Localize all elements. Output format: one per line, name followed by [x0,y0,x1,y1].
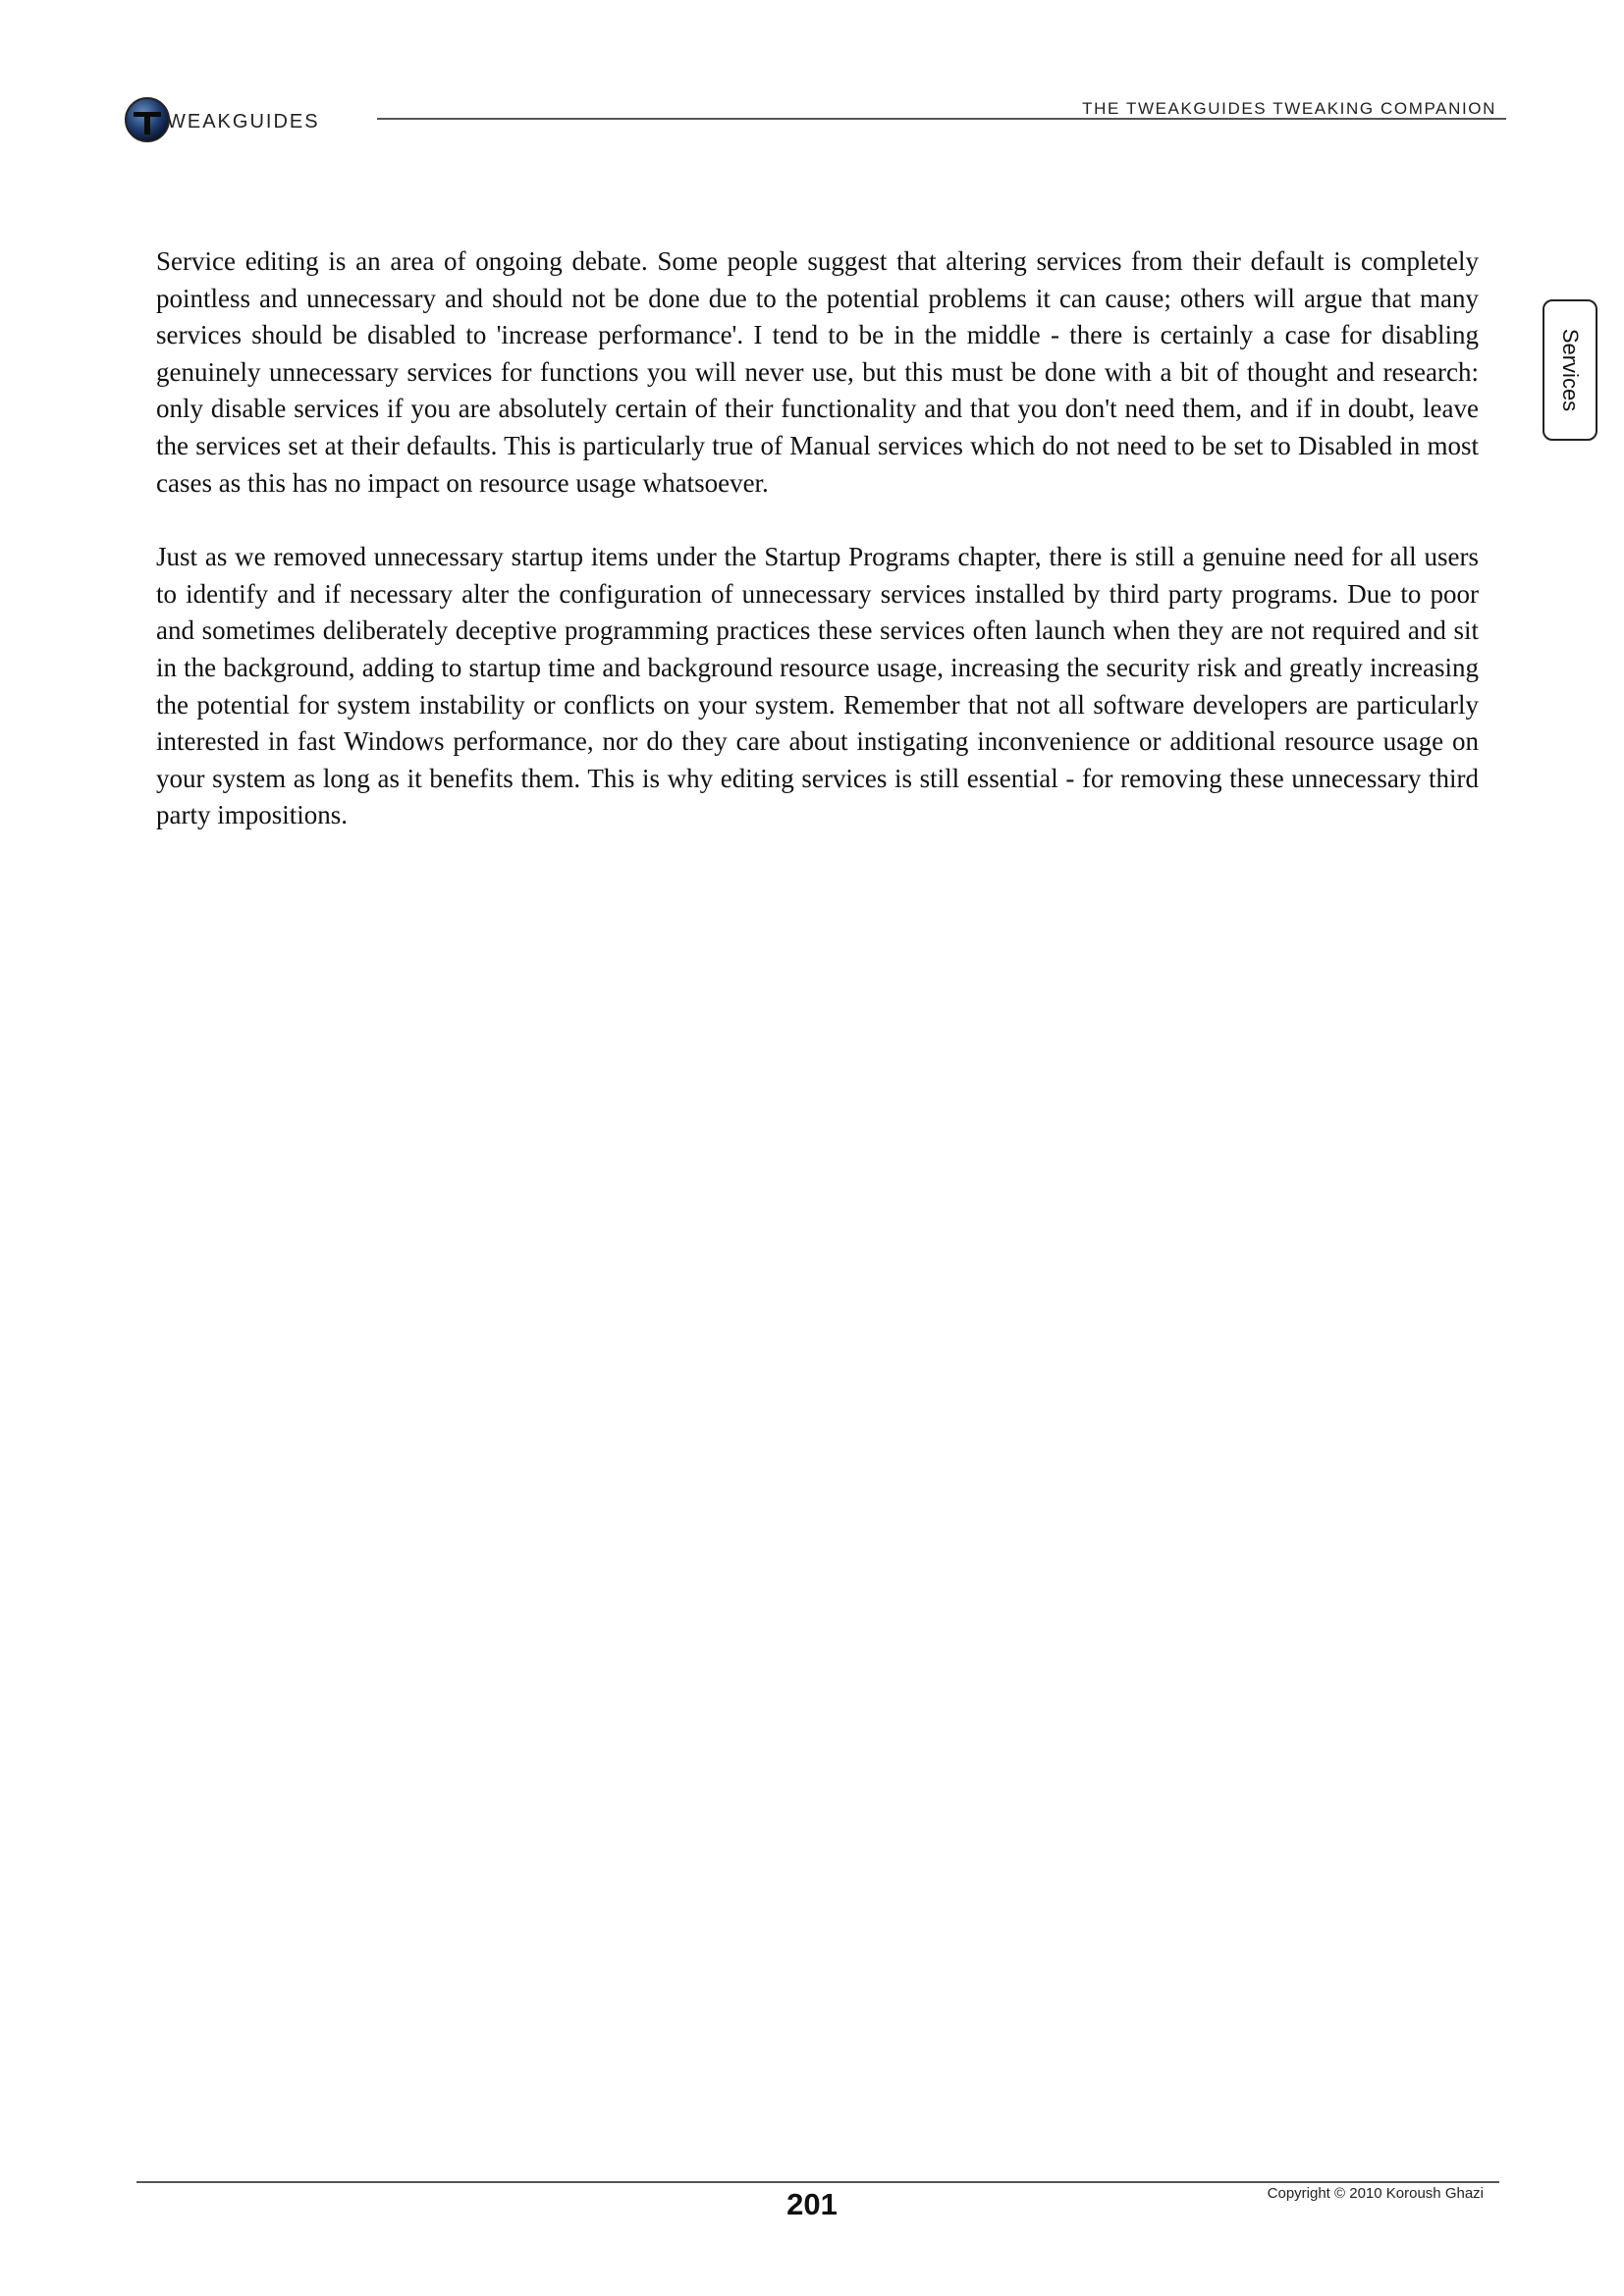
paragraph: Service editing is an area of ongoing debate. Some people suggest that altering services from their default is completely pointless and unnecessary and should not be done due to the potential problems it can cause; others will argue that many services should be disabled to 'increase performance'. I tend to be in the middle - there is certainly a case for disabling genuinely unnecessary services for functions you will never use, but this must be done with a bit of thought and research: only disable services if you are absolutely certain of their functionality and that you don't need them, and if in doubt, leave the services set at their defaults. This is particularly true of Manual services which do not need to be set to Disabled in most cases as this has no impact on resource usage whatsoever. [156,246,1479,498]
copyright-notice: Copyright © 2010 Koroush Ghazi [1267,2185,1484,2202]
paragraph: Just as we removed unnecessary startup items under the Startup Programs chapter, there is still a genuine need for all users to identify and if necessary alter the configuration of unnecessary services installed by third party programs. Due to poor and sometimes deliberately deceptive programming practices these services often launch when they are not required and sit in the background, adding to startup time and background resource usage, increasing the security risk and greatly increasing the potential for system instability or conflicts on your system. Remember that not all software developers are particularly interested in fast Windows performance, nor do they care about instigating inconvenience or additional resource usage on your system as long as it benefits them. This is why editing services is still essential - for removing these unnecessary third party impositions. [156,542,1479,830]
running-header-title: THE TWEAKGUIDES TWEAKING COMPANION [1082,99,1496,118]
tweakguides-logo [124,95,359,144]
section-tab-label: Services [1558,328,1583,412]
page-number: 201 [786,2187,838,2221]
body-text [156,243,1479,872]
logo-wordmark: WEAKGUIDES [167,111,320,133]
footer-rule [136,2181,1499,2183]
section-tab [1543,299,1597,441]
